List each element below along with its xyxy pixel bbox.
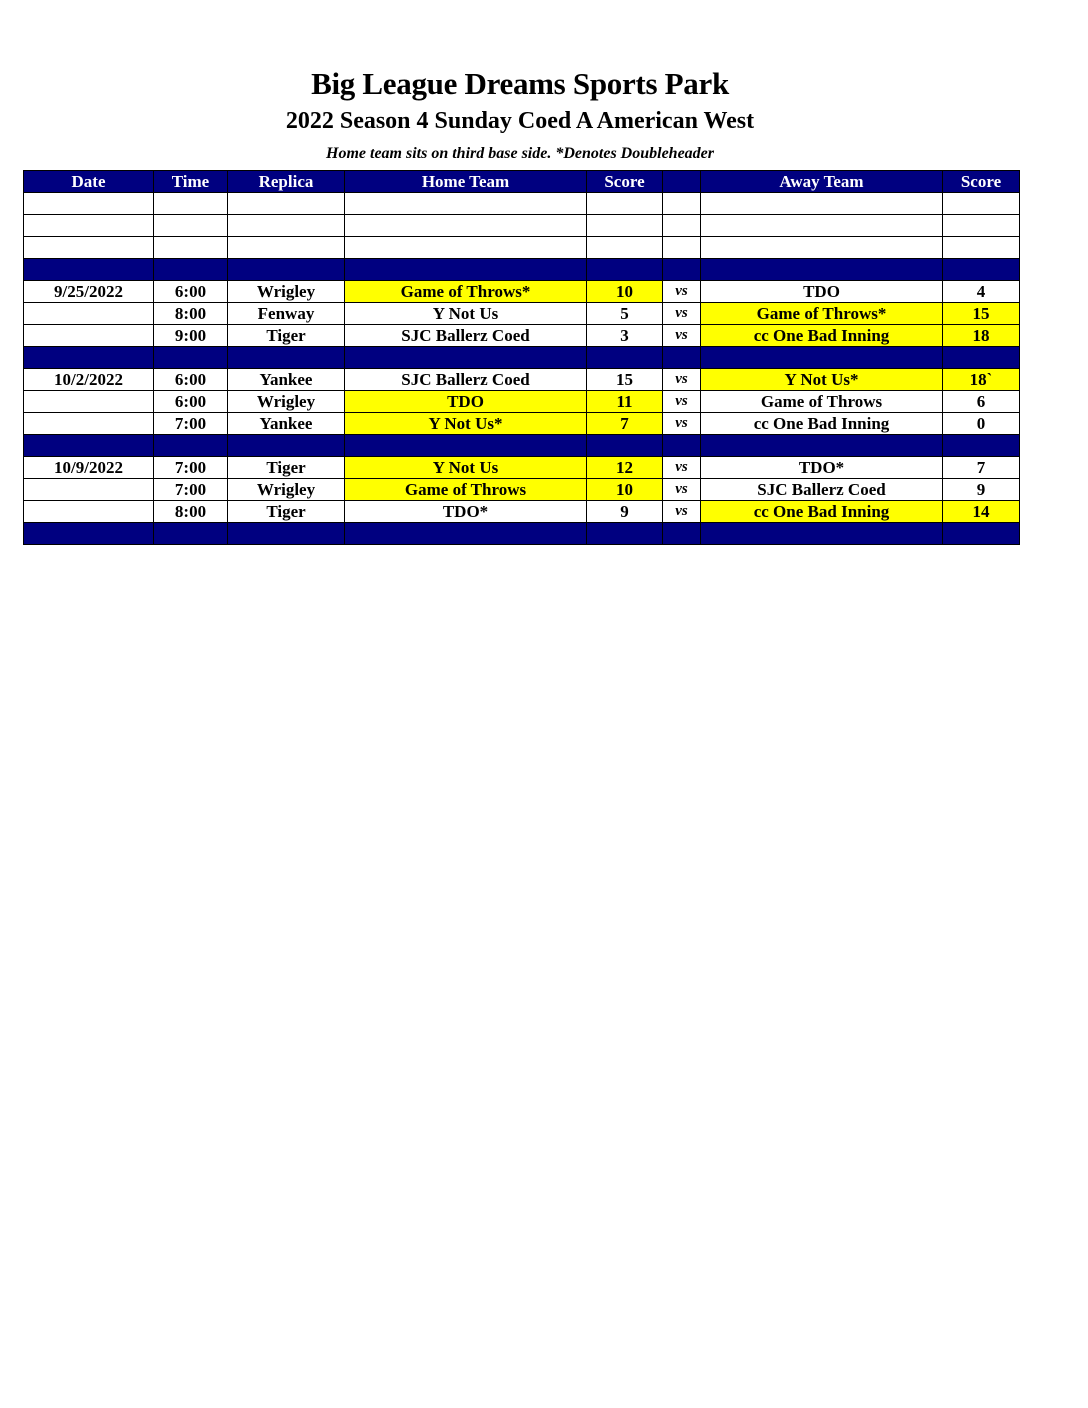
away-team-cell: TDO* xyxy=(701,457,943,479)
away-score-cell: 14 xyxy=(943,501,1020,523)
vs-cell xyxy=(663,259,701,281)
home-score-cell: 10 xyxy=(587,479,663,501)
page-title: Big League Dreams Sports Park xyxy=(311,66,729,101)
vs-cell xyxy=(663,347,701,369)
home-team-cell: Game of Throws xyxy=(345,479,587,501)
doubleheader-note: Home team sits on third base side. *Denotes Doubleheader xyxy=(326,145,714,162)
replica-cell: Tiger xyxy=(228,457,345,479)
vs-cell: vs xyxy=(663,501,701,523)
home-score-cell: 12 xyxy=(587,457,663,479)
time-cell: 6:00 xyxy=(154,391,228,413)
away-score-cell: 0 xyxy=(943,413,1020,435)
away-score-cell xyxy=(943,237,1020,259)
home-score-cell: 7 xyxy=(587,413,663,435)
game-row xyxy=(24,281,1020,303)
replica-cell: Yankee xyxy=(228,413,345,435)
away-score-cell: 18` xyxy=(943,369,1020,391)
away-team-cell: cc One Bad Inning xyxy=(701,413,943,435)
home-team-cell xyxy=(345,435,587,457)
vs-cell: vs xyxy=(663,281,701,303)
date-cell xyxy=(24,435,154,457)
home-team-cell: SJC Ballerz Coed xyxy=(345,369,587,391)
time-cell: 7:00 xyxy=(154,479,228,501)
replica-cell xyxy=(228,523,345,545)
time-cell xyxy=(154,193,228,215)
column-header-away-team: Away Team xyxy=(701,171,943,193)
away-score-cell: 4 xyxy=(943,281,1020,303)
away-team-cell: Game of Throws xyxy=(701,391,943,413)
time-cell: 6:00 xyxy=(154,281,228,303)
away-team-cell xyxy=(701,523,943,545)
home-team-cell: SJC Ballerz Coed xyxy=(345,325,587,347)
vs-cell: vs xyxy=(663,303,701,325)
home-team-cell: Y Not Us xyxy=(345,457,587,479)
time-cell xyxy=(154,523,228,545)
away-score-cell xyxy=(943,193,1020,215)
home-team-cell: Game of Throws* xyxy=(345,281,587,303)
column-header-home-score: Score xyxy=(587,171,663,193)
away-team-cell xyxy=(701,193,943,215)
home-team-cell xyxy=(345,259,587,281)
home-team-cell xyxy=(345,193,587,215)
date-cell xyxy=(24,501,154,523)
home-score-cell: 3 xyxy=(587,325,663,347)
home-score-cell xyxy=(587,259,663,281)
home-score-cell: 5 xyxy=(587,303,663,325)
home-score-cell xyxy=(587,193,663,215)
column-header-away-score: Score xyxy=(943,171,1020,193)
away-team-cell: cc One Bad Inning xyxy=(701,325,943,347)
home-score-cell xyxy=(587,237,663,259)
separator-row xyxy=(24,259,1020,281)
game-row xyxy=(24,501,1020,523)
vs-cell: vs xyxy=(663,325,701,347)
replica-cell xyxy=(228,237,345,259)
time-cell xyxy=(154,259,228,281)
away-team-cell: TDO xyxy=(701,281,943,303)
game-row xyxy=(24,303,1020,325)
date-cell xyxy=(24,193,154,215)
replica-cell: Wrigley xyxy=(228,479,345,501)
date-cell xyxy=(24,237,154,259)
away-team-cell xyxy=(701,215,943,237)
column-header-home-team: Home Team xyxy=(345,171,587,193)
home-team-cell xyxy=(345,523,587,545)
table-header-row xyxy=(24,171,1020,193)
replica-cell xyxy=(228,215,345,237)
time-cell: 7:00 xyxy=(154,457,228,479)
game-row xyxy=(24,369,1020,391)
date-cell xyxy=(24,479,154,501)
replica-cell xyxy=(228,259,345,281)
away-score-cell xyxy=(943,347,1020,369)
home-score-cell xyxy=(587,215,663,237)
away-team-cell: cc One Bad Inning xyxy=(701,501,943,523)
away-team-cell xyxy=(701,347,943,369)
game-row xyxy=(24,457,1020,479)
home-team-cell xyxy=(345,215,587,237)
away-score-cell: 6 xyxy=(943,391,1020,413)
away-team-cell xyxy=(701,259,943,281)
away-score-cell: 18 xyxy=(943,325,1020,347)
vs-cell xyxy=(663,215,701,237)
time-cell xyxy=(154,237,228,259)
home-team-cell: Y Not Us xyxy=(345,303,587,325)
home-score-cell xyxy=(587,523,663,545)
away-team-cell: SJC Ballerz Coed xyxy=(701,479,943,501)
game-row xyxy=(24,479,1020,501)
column-header-vs xyxy=(663,171,701,193)
home-score-cell xyxy=(587,435,663,457)
date-cell xyxy=(24,215,154,237)
home-team-cell: TDO xyxy=(345,391,587,413)
vs-cell: vs xyxy=(663,457,701,479)
vs-cell: vs xyxy=(663,479,701,501)
schedule-table xyxy=(23,170,1020,545)
replica-cell: Tiger xyxy=(228,501,345,523)
separator-row xyxy=(24,347,1020,369)
date-cell xyxy=(24,325,154,347)
home-score-cell: 11 xyxy=(587,391,663,413)
away-score-cell xyxy=(943,259,1020,281)
replica-cell xyxy=(228,435,345,457)
replica-cell: Wrigley xyxy=(228,281,345,303)
vs-cell xyxy=(663,523,701,545)
column-header-replica: Replica xyxy=(228,171,345,193)
separator-row xyxy=(24,523,1020,545)
home-score-cell xyxy=(587,347,663,369)
home-score-cell: 15 xyxy=(587,369,663,391)
away-score-cell xyxy=(943,435,1020,457)
vs-cell xyxy=(663,435,701,457)
date-cell xyxy=(24,413,154,435)
time-cell: 9:00 xyxy=(154,325,228,347)
away-score-cell xyxy=(943,215,1020,237)
vs-cell: vs xyxy=(663,391,701,413)
replica-cell: Wrigley xyxy=(228,391,345,413)
vs-cell: vs xyxy=(663,413,701,435)
blank-row xyxy=(24,193,1020,215)
away-team-cell: Game of Throws* xyxy=(701,303,943,325)
date-cell xyxy=(24,303,154,325)
time-cell: 8:00 xyxy=(154,501,228,523)
game-row xyxy=(24,325,1020,347)
time-cell: 7:00 xyxy=(154,413,228,435)
vs-cell: vs xyxy=(663,369,701,391)
away-score-cell xyxy=(943,523,1020,545)
home-team-cell xyxy=(345,237,587,259)
vs-cell xyxy=(663,237,701,259)
home-score-cell: 9 xyxy=(587,501,663,523)
home-team-cell: TDO* xyxy=(345,501,587,523)
time-cell: 8:00 xyxy=(154,303,228,325)
away-score-cell: 9 xyxy=(943,479,1020,501)
home-team-cell: Y Not Us* xyxy=(345,413,587,435)
date-cell xyxy=(24,347,154,369)
date-cell: 9/25/2022 xyxy=(24,281,154,303)
date-cell xyxy=(24,259,154,281)
replica-cell: Tiger xyxy=(228,325,345,347)
time-cell xyxy=(154,347,228,369)
blank-row xyxy=(24,237,1020,259)
away-team-cell: Y Not Us* xyxy=(701,369,943,391)
blank-row xyxy=(24,215,1020,237)
time-cell xyxy=(154,215,228,237)
home-team-cell xyxy=(345,347,587,369)
replica-cell xyxy=(228,347,345,369)
date-cell xyxy=(24,391,154,413)
vs-cell xyxy=(663,193,701,215)
time-cell: 6:00 xyxy=(154,369,228,391)
game-row xyxy=(24,413,1020,435)
away-score-cell: 7 xyxy=(943,457,1020,479)
page-subtitle: 2022 Season 4 Sunday Coed A American West xyxy=(285,108,755,134)
date-cell: 10/2/2022 xyxy=(24,369,154,391)
home-score-cell: 10 xyxy=(587,281,663,303)
away-team-cell xyxy=(701,237,943,259)
date-cell xyxy=(24,523,154,545)
replica-cell: Yankee xyxy=(228,369,345,391)
away-team-cell xyxy=(701,435,943,457)
time-cell xyxy=(154,435,228,457)
game-row xyxy=(24,391,1020,413)
column-header-date: Date xyxy=(24,171,154,193)
separator-row xyxy=(24,435,1020,457)
column-header-time: Time xyxy=(154,171,228,193)
replica-cell xyxy=(228,193,345,215)
away-score-cell: 15 xyxy=(943,303,1020,325)
date-cell: 10/9/2022 xyxy=(24,457,154,479)
replica-cell: Fenway xyxy=(228,303,345,325)
